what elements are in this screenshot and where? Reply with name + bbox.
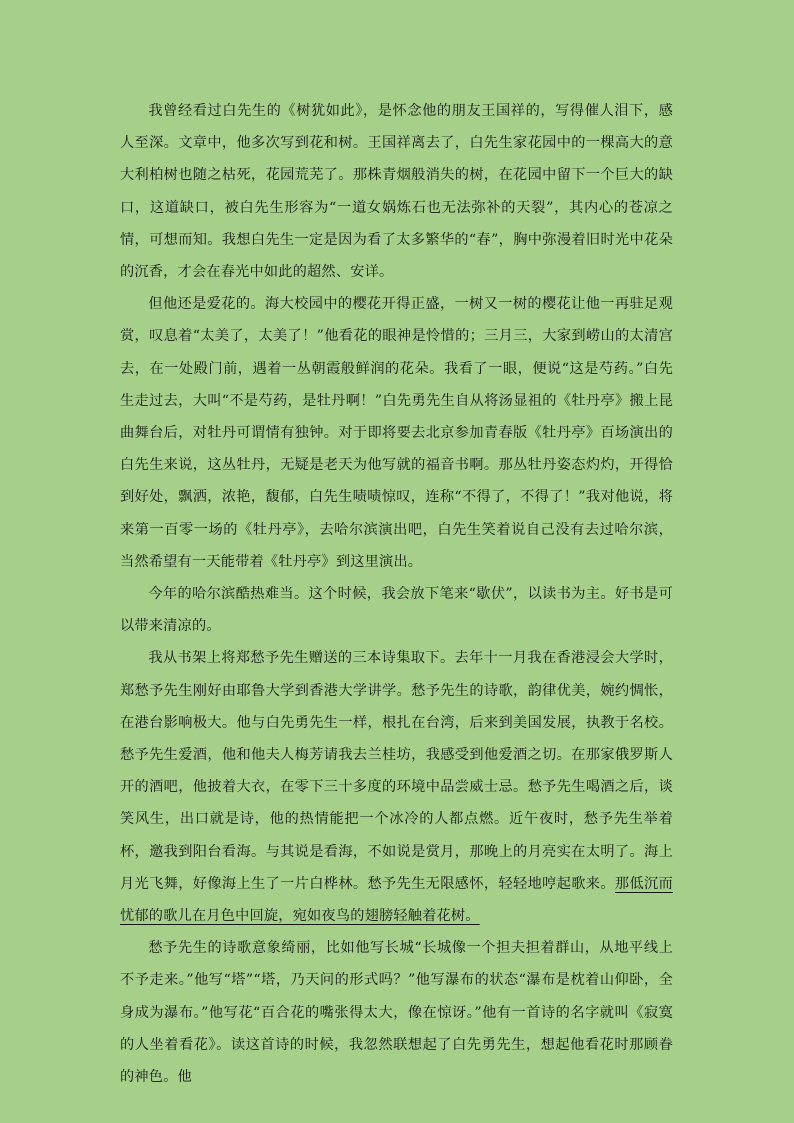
paragraph-4-text: 我从书架上将郑愁予先生赠送的三本诗集取下。去年十一月我在香港浸会大学时，郑愁予先生刚好由耶鲁大学到香港大学讲学。愁予先生的诗歌，韵律优美，婉约惆怅，在港台影响极大。他与白先勇先生一样，根扎在台湾，后来到美国发展，执教于名校。愁予先生爱酒，他和他夫人梅芳请我去兰桂坊，我感受到他爱酒之切。在那家俄罗斯人开的酒吧，他披着大衣，在零下三十多度的环境中品尝威士忌。愁予先生喝酒之后，谈笑风生，出口就是诗，他的热情能把一个冰冷的人都点燃。近午夜时，愁予先生举着杯，邀我到阳台看海。与其说是看海，不如说是赏月，那晚上的月亮实在太明了。海上月光飞舞，好像海上生了一片白桦林。愁予先生无限感怀，轻轻地哼起歌来。 (120, 650, 673, 892)
paragraph-1 (120, 95, 673, 288)
paragraph-2-text: 但他还是爱花的。海大校园中的樱花开得正盛，一树又一树的樱花让他一再驻足观赏，叹息着“太美了，太美了！”他看花的眼神是怜惜的；三月三，大家到崂山的太清宫去，在一处殿门前，遇着一丛朝霞般鲜润的花朵。我看了一眼，便说“这是芍药。”白先生走过去，大叫“不是芍药，是牡丹啊！”白先勇先生自从将汤显祖的《牡丹亭》搬上昆曲舞台后，对牡丹可谓情有独钟。对于即将要去北京参加青春版《牡丹亭》百场演出的白先生来说，这丛牡丹，无疑是老天为他写就的福音书啊。那丛牡丹姿态灼灼，开得恰到好处，飘洒，浓艳，馥郁，白先生啧啧惊叹，连称“不得了，不得了！”我对他说，将来第一百零一场的《牡丹亭》，去哈尔滨演出吧，白先生笑着说自己没有去过哈尔滨，当然希望有一天能带着《牡丹亭》到这里演出。 (120, 296, 673, 570)
paragraph-4 (120, 642, 673, 932)
paragraph-3-text: 今年的哈尔滨酷热难当。这个时候，我会放下笔来“歇伏”，以读书为主。好书是可以带来清凉的。 (120, 586, 673, 635)
underlined-sentence: 那低沉而忧郁的歌儿在月色中回旋，宛如夜鸟的翅膀轻触着花树。 (120, 875, 673, 925)
document-body (120, 95, 673, 1093)
paragraph-3 (120, 578, 673, 642)
paragraph-5-text: 愁予先生的诗歌意象绮丽，比如他写长城“长城像一个担夫担着群山，从地平线上不予走来。”他写“塔”“塔，乃天问的形式吗？”他写瀑布的状态“瀑布是枕着山仰卧，全身成为瀑布。”他写花“百合花的嘴张得太大，像在惊讶。”他有一首诗的名字就叫《寂寞的人坐着看花》。读这首诗的时候，我忽然联想起了白先勇先生，想起他看花时那顾眷的神色。他 (120, 940, 673, 1086)
paragraph-2 (120, 288, 673, 578)
paragraph-1-text: 我曾经看过白先生的《树犹如此》，是怀念他的朋友王国祥的，写得催人泪下，感人至深。文章中，他多次写到花和树。王国祥离去了，白先生家花园中的一棵高大的意大利柏树也随之枯死，花园荒芜了。那株青烟般消失的树，在花园中留下一个巨大的缺口，这道缺口，被白先生形容为“一道女娲炼石也无法弥补的天裂”，其内心的苍凉之情，可想而知。我想白先生一定是因为看了太多繁华的“春”，胸中弥漫着旧时光中花朵的沉香，才会在春光中如此的超然、安详。 (120, 103, 673, 281)
paragraph-5 (120, 932, 673, 1093)
